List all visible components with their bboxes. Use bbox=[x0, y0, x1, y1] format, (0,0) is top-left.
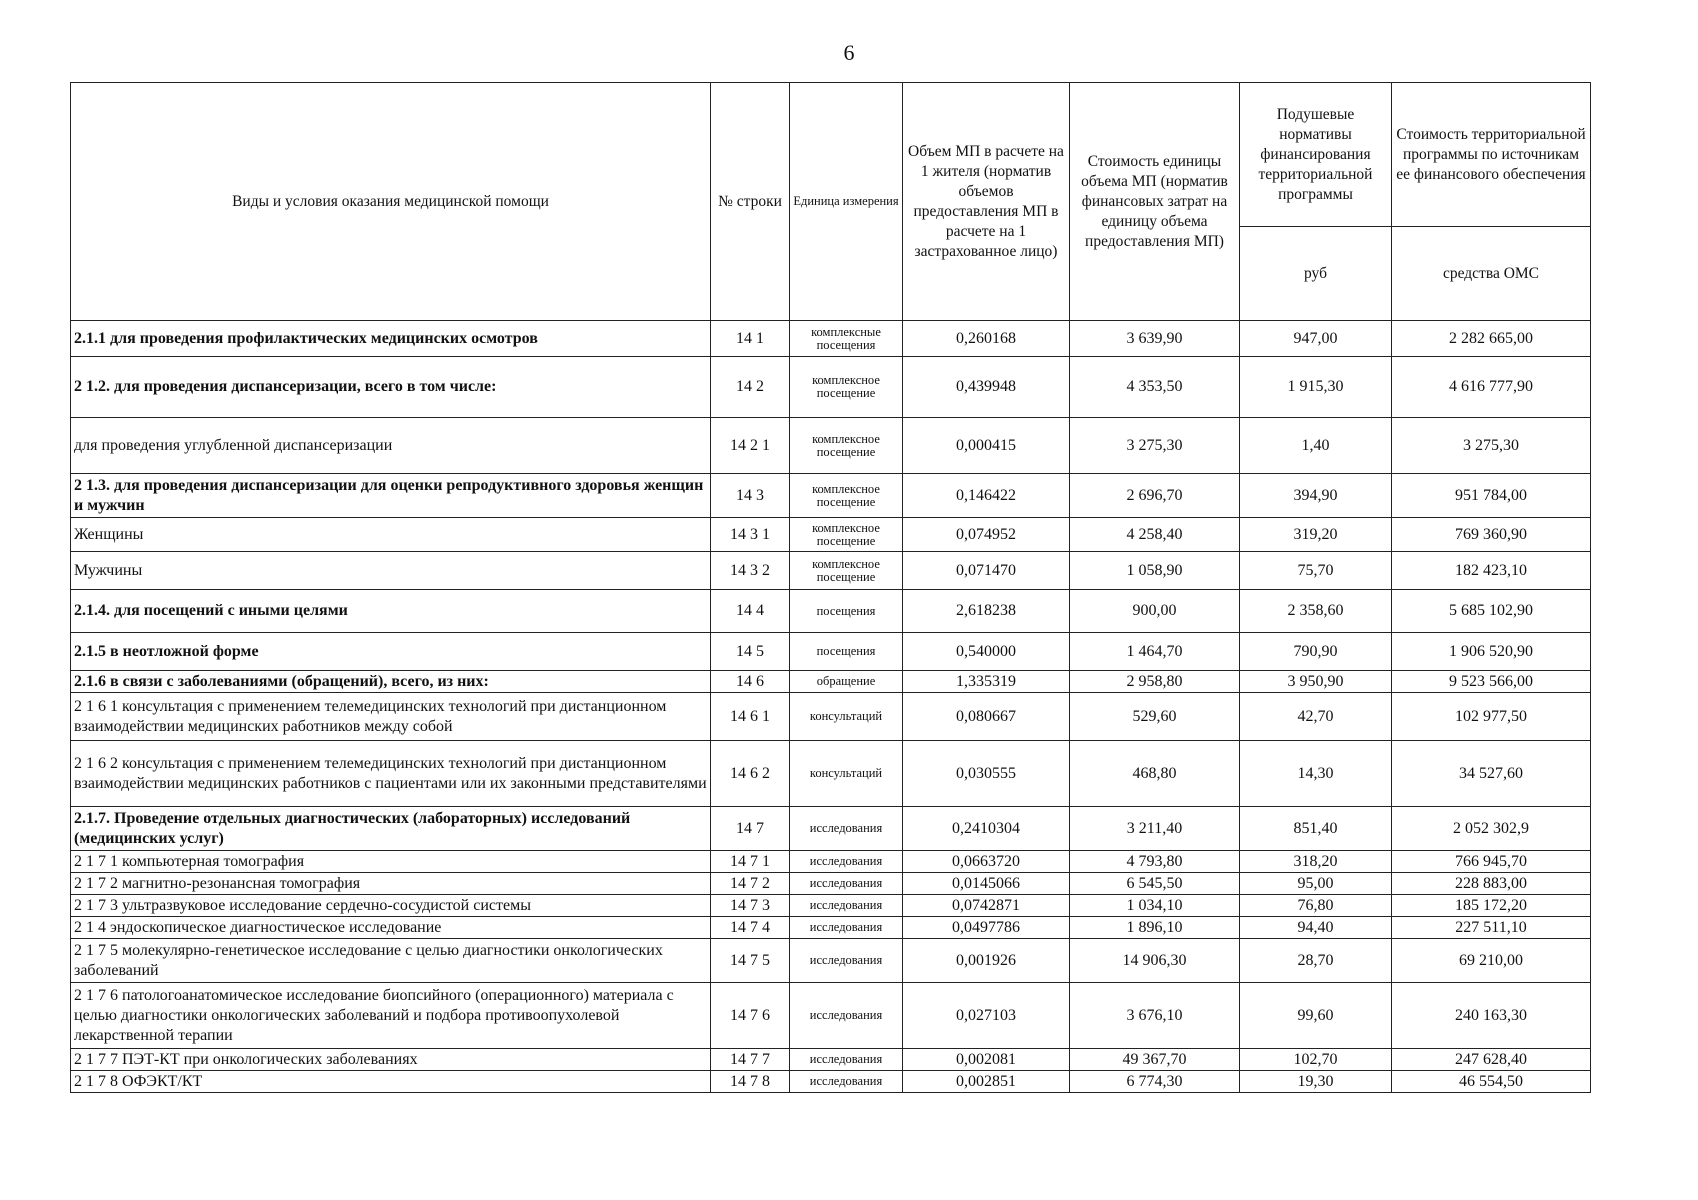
table-row bbox=[71, 552, 1591, 590]
row-program-cost: 9 523 566,00 bbox=[1392, 671, 1591, 693]
row-line-number: 14 7 1 bbox=[711, 851, 790, 873]
row-line-number: 14 6 2 bbox=[711, 741, 790, 807]
row-program-cost: 102 977,50 bbox=[1392, 693, 1591, 741]
row-unit-cost: 1 058,90 bbox=[1070, 552, 1240, 590]
row-unit: исследования bbox=[790, 1049, 903, 1071]
table-body bbox=[71, 321, 1591, 1093]
row-unit: комплексное посещение bbox=[790, 418, 903, 474]
row-program-cost: 1 906 520,90 bbox=[1392, 633, 1591, 671]
table-row bbox=[71, 671, 1591, 693]
row-volume: 0,002851 bbox=[903, 1071, 1070, 1093]
row-unit-cost: 1 896,10 bbox=[1070, 917, 1240, 939]
row-program-cost: 182 423,10 bbox=[1392, 552, 1591, 590]
row-name: 2 1 7 2 магнитно-резонансная томография bbox=[71, 873, 711, 895]
row-line-number: 14 5 bbox=[711, 633, 790, 671]
row-unit-cost: 468,80 bbox=[1070, 741, 1240, 807]
table-row bbox=[71, 474, 1591, 518]
row-volume: 0,080667 bbox=[903, 693, 1070, 741]
row-line-number: 14 2 bbox=[711, 357, 790, 418]
header-volume: Объем МП в расчете на 1 жителя (норматив объемов предоставления МП в расчете на 1 застрахованное лицо) bbox=[903, 83, 1070, 321]
row-per-capita: 1 915,30 bbox=[1240, 357, 1392, 418]
subheader-oms: средства ОМС bbox=[1392, 227, 1591, 321]
table-row bbox=[71, 357, 1591, 418]
row-name: Женщины bbox=[71, 518, 711, 552]
row-unit: исследования bbox=[790, 895, 903, 917]
row-volume: 0,146422 bbox=[903, 474, 1070, 518]
row-name: 2 1 6 1 консультация с применением телемедицинских технологий при дистанционном взаимодействии медицинских работников между собой bbox=[71, 693, 711, 741]
row-name: 2 1.3. для проведения диспансеризации для оценки репродуктивного здоровья женщин и мужчин bbox=[71, 474, 711, 518]
row-line-number: 14 6 bbox=[711, 671, 790, 693]
row-line-number: 14 7 bbox=[711, 807, 790, 851]
table-row bbox=[71, 633, 1591, 671]
row-volume: 0,074952 bbox=[903, 518, 1070, 552]
row-volume: 2,618238 bbox=[903, 590, 1070, 633]
row-unit-cost: 6 545,50 bbox=[1070, 873, 1240, 895]
row-name: 2 1 6 2 консультация с применением телемедицинских технологий при дистанционном взаимодействии медицинских работников с пациентами или их законными представителями bbox=[71, 741, 711, 807]
row-name: 2 1 7 1 компьютерная томография bbox=[71, 851, 711, 873]
row-name: 2 1 7 6 патологоанатомическое исследование биопсийного (операционного) материала с целью диагностики онкологических заболеваний и подбора противоопухолевой лекарственной терапии bbox=[71, 983, 711, 1049]
row-volume: 0,027103 bbox=[903, 983, 1070, 1049]
row-per-capita: 2 358,60 bbox=[1240, 590, 1392, 633]
row-volume: 0,071470 bbox=[903, 552, 1070, 590]
table-row bbox=[71, 917, 1591, 939]
row-line-number: 14 7 6 bbox=[711, 983, 790, 1049]
table-row bbox=[71, 1049, 1591, 1071]
subheader-rub: руб bbox=[1240, 227, 1392, 321]
row-program-cost: 228 883,00 bbox=[1392, 873, 1591, 895]
row-program-cost: 240 163,30 bbox=[1392, 983, 1591, 1049]
row-line-number: 14 7 5 bbox=[711, 939, 790, 983]
row-line-number: 14 6 1 bbox=[711, 693, 790, 741]
row-volume: 0,260168 bbox=[903, 321, 1070, 357]
row-volume: 0,001926 bbox=[903, 939, 1070, 983]
row-program-cost: 69 210,00 bbox=[1392, 939, 1591, 983]
row-name: 2.1.6 в связи с заболеваниями (обращений), всего, из них: bbox=[71, 671, 711, 693]
row-name: 2 1 7 5 молекулярно-генетическое исследование с целью диагностики онкологических заболеваний bbox=[71, 939, 711, 983]
row-unit-cost: 3 676,10 bbox=[1070, 983, 1240, 1049]
row-unit-cost: 2 696,70 bbox=[1070, 474, 1240, 518]
row-volume: 0,0145066 bbox=[903, 873, 1070, 895]
row-program-cost: 3 275,30 bbox=[1392, 418, 1591, 474]
row-line-number: 14 7 8 bbox=[711, 1071, 790, 1093]
row-unit: консультаций bbox=[790, 741, 903, 807]
row-line-number: 14 3 bbox=[711, 474, 790, 518]
row-name: 2.1.7. Проведение отдельных диагностических (лабораторных) исследований (медицинских услуг) bbox=[71, 807, 711, 851]
row-volume: 0,0497786 bbox=[903, 917, 1070, 939]
row-line-number: 14 7 3 bbox=[711, 895, 790, 917]
row-unit-cost: 14 906,30 bbox=[1070, 939, 1240, 983]
page-number: 6 bbox=[843, 40, 855, 65]
header-care-types: Виды и условия оказания медицинской помощи bbox=[71, 83, 711, 321]
row-name: для проведения углубленной диспансеризации bbox=[71, 418, 711, 474]
row-per-capita: 76,80 bbox=[1240, 895, 1392, 917]
header-unit: Единица измерения bbox=[790, 83, 903, 321]
row-line-number: 14 4 bbox=[711, 590, 790, 633]
row-line-number: 14 7 2 bbox=[711, 873, 790, 895]
row-program-cost: 34 527,60 bbox=[1392, 741, 1591, 807]
table-header bbox=[71, 83, 1591, 321]
table-row bbox=[71, 741, 1591, 807]
row-unit: консультаций bbox=[790, 693, 903, 741]
header-program-cost: Стоимость территориальной программы по источникам ее финансового обеспечения bbox=[1392, 83, 1591, 227]
row-name: 2 1.2. для проведения диспансеризации, всего в том числе: bbox=[71, 357, 711, 418]
row-per-capita: 75,70 bbox=[1240, 552, 1392, 590]
row-unit: комплексное посещение bbox=[790, 518, 903, 552]
row-program-cost: 247 628,40 bbox=[1392, 1049, 1591, 1071]
table-row bbox=[71, 321, 1591, 357]
row-per-capita: 102,70 bbox=[1240, 1049, 1392, 1071]
row-unit: посещения bbox=[790, 633, 903, 671]
row-unit: комплексное посещение bbox=[790, 474, 903, 518]
row-per-capita: 99,60 bbox=[1240, 983, 1392, 1049]
row-line-number: 14 3 2 bbox=[711, 552, 790, 590]
row-volume: 0,0742871 bbox=[903, 895, 1070, 917]
table-row bbox=[71, 590, 1591, 633]
row-program-cost: 5 685 102,90 bbox=[1392, 590, 1591, 633]
row-name: 2 1 7 3 ультразвуковое исследование сердечно-сосудистой системы bbox=[71, 895, 711, 917]
row-program-cost: 766 945,70 bbox=[1392, 851, 1591, 873]
row-program-cost: 185 172,20 bbox=[1392, 895, 1591, 917]
row-unit: исследования bbox=[790, 807, 903, 851]
row-unit: комплексное посещение bbox=[790, 357, 903, 418]
row-unit-cost: 900,00 bbox=[1070, 590, 1240, 633]
row-name: 2.1.5 в неотложной форме bbox=[71, 633, 711, 671]
row-per-capita: 19,30 bbox=[1240, 1071, 1392, 1093]
row-unit: комплексное посещение bbox=[790, 552, 903, 590]
row-line-number: 14 3 1 bbox=[711, 518, 790, 552]
row-program-cost: 46 554,50 bbox=[1392, 1071, 1591, 1093]
row-name: 2.1.1 для проведения профилактических медицинских осмотров bbox=[71, 321, 711, 357]
table-row bbox=[71, 873, 1591, 895]
row-volume: 1,335319 bbox=[903, 671, 1070, 693]
row-per-capita: 319,20 bbox=[1240, 518, 1392, 552]
row-per-capita: 394,90 bbox=[1240, 474, 1392, 518]
table-row bbox=[71, 895, 1591, 917]
table-row bbox=[71, 1071, 1591, 1093]
row-volume: 0,2410304 bbox=[903, 807, 1070, 851]
row-program-cost: 769 360,90 bbox=[1392, 518, 1591, 552]
medical-care-table bbox=[70, 82, 1591, 1093]
row-volume: 0,0663720 bbox=[903, 851, 1070, 873]
row-name: 2 1 4 эндоскопическое диагностическое исследование bbox=[71, 917, 711, 939]
row-program-cost: 2 282 665,00 bbox=[1392, 321, 1591, 357]
row-unit-cost: 2 958,80 bbox=[1070, 671, 1240, 693]
row-volume: 0,000415 bbox=[903, 418, 1070, 474]
header-line-number: № строки bbox=[711, 83, 790, 321]
row-unit-cost: 4 353,50 bbox=[1070, 357, 1240, 418]
row-line-number: 14 2 1 bbox=[711, 418, 790, 474]
header-per-capita: Подушевые нормативы финансирования территориальной программы bbox=[1240, 83, 1392, 227]
row-name: 2 1 7 8 ОФЭКТ/КТ bbox=[71, 1071, 711, 1093]
row-per-capita: 3 950,90 bbox=[1240, 671, 1392, 693]
row-line-number: 14 7 4 bbox=[711, 917, 790, 939]
row-unit: исследования bbox=[790, 983, 903, 1049]
row-unit: исследования bbox=[790, 917, 903, 939]
row-unit-cost: 3 275,30 bbox=[1070, 418, 1240, 474]
row-unit: исследования bbox=[790, 939, 903, 983]
row-per-capita: 28,70 bbox=[1240, 939, 1392, 983]
row-unit: комплексные посещения bbox=[790, 321, 903, 357]
row-unit: посещения bbox=[790, 590, 903, 633]
row-volume: 0,540000 bbox=[903, 633, 1070, 671]
row-per-capita: 318,20 bbox=[1240, 851, 1392, 873]
row-unit-cost: 4 258,40 bbox=[1070, 518, 1240, 552]
row-program-cost: 2 052 302,9 bbox=[1392, 807, 1591, 851]
row-program-cost: 4 616 777,90 bbox=[1392, 357, 1591, 418]
row-unit-cost: 3 639,90 bbox=[1070, 321, 1240, 357]
row-unit-cost: 3 211,40 bbox=[1070, 807, 1240, 851]
row-unit-cost: 1 034,10 bbox=[1070, 895, 1240, 917]
row-name: 2 1 7 7 ПЭТ-КТ при онкологических заболеваниях bbox=[71, 1049, 711, 1071]
row-volume: 0,002081 bbox=[903, 1049, 1070, 1071]
row-unit-cost: 1 464,70 bbox=[1070, 633, 1240, 671]
row-unit: исследования bbox=[790, 873, 903, 895]
table-row bbox=[71, 939, 1591, 983]
row-unit-cost: 49 367,70 bbox=[1070, 1049, 1240, 1071]
row-per-capita: 851,40 bbox=[1240, 807, 1392, 851]
row-per-capita: 790,90 bbox=[1240, 633, 1392, 671]
row-per-capita: 1,40 bbox=[1240, 418, 1392, 474]
row-program-cost: 951 784,00 bbox=[1392, 474, 1591, 518]
row-per-capita: 94,40 bbox=[1240, 917, 1392, 939]
row-unit: обращение bbox=[790, 671, 903, 693]
row-per-capita: 14,30 bbox=[1240, 741, 1392, 807]
table-row bbox=[71, 518, 1591, 552]
row-program-cost: 227 511,10 bbox=[1392, 917, 1591, 939]
row-volume: 0,030555 bbox=[903, 741, 1070, 807]
row-volume: 0,439948 bbox=[903, 357, 1070, 418]
row-name: Мужчины bbox=[71, 552, 711, 590]
table-row bbox=[71, 418, 1591, 474]
row-line-number: 14 7 7 bbox=[711, 1049, 790, 1071]
row-per-capita: 947,00 bbox=[1240, 321, 1392, 357]
row-unit-cost: 4 793,80 bbox=[1070, 851, 1240, 873]
row-unit-cost: 529,60 bbox=[1070, 693, 1240, 741]
table-row bbox=[71, 983, 1591, 1049]
row-line-number: 14 1 bbox=[711, 321, 790, 357]
row-unit: исследования bbox=[790, 1071, 903, 1093]
header-unit-cost: Стоимость единицы объема МП (норматив финансовых затрат на единицу объема предоставления МП) bbox=[1070, 83, 1240, 321]
row-unit-cost: 6 774,30 bbox=[1070, 1071, 1240, 1093]
row-name: 2.1.4. для посещений с иными целями bbox=[71, 590, 711, 633]
row-per-capita: 95,00 bbox=[1240, 873, 1392, 895]
table-row bbox=[71, 693, 1591, 741]
table-row bbox=[71, 851, 1591, 873]
row-per-capita: 42,70 bbox=[1240, 693, 1392, 741]
table-row bbox=[71, 807, 1591, 851]
row-unit: исследования bbox=[790, 851, 903, 873]
